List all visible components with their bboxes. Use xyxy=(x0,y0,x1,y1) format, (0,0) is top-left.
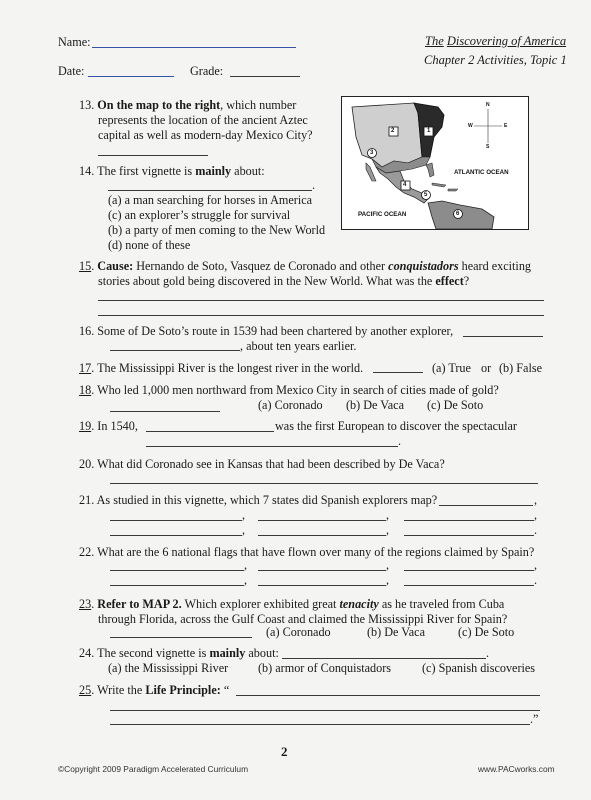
q23-option-a[interactable]: (a) Coronado xyxy=(266,625,331,639)
q15-answer-line-1[interactable] xyxy=(98,300,544,301)
atlantic-ocean-label: ATLANTIC OCEAN xyxy=(454,169,509,176)
q23-text2: as he traveled from Cuba xyxy=(381,597,505,611)
q21-state-6[interactable] xyxy=(258,535,386,536)
compass-rose xyxy=(474,109,502,143)
q17-option-true[interactable]: (a) True xyxy=(432,361,471,375)
compass-s: S xyxy=(486,144,490,150)
q21-comma: , xyxy=(242,523,246,537)
q25-bold: Life Principle: xyxy=(145,683,221,697)
copyright: ©Copyright 2009 Paradigm Accelerated Curriculum xyxy=(58,764,249,774)
date-field[interactable] xyxy=(88,76,174,77)
book-title xyxy=(425,34,566,49)
q14-text-pre: The first vignette is xyxy=(97,164,193,178)
q22-comma: , xyxy=(244,573,248,587)
q15-text1: Hernando de Soto, Vasquez de Coronado and other xyxy=(136,259,386,273)
q24-option-c[interactable]: (c) Spanish discoveries xyxy=(422,661,536,675)
q14-option-c[interactable]: (c) an explorer’s struggle for survival xyxy=(108,208,291,222)
q14-option-a[interactable]: (a) a man searching for horses in America xyxy=(108,193,313,207)
q18-number: 18 xyxy=(79,383,92,397)
americas-map xyxy=(341,96,529,230)
q17-question: 17. The Mississippi River is the longest river in the world. xyxy=(79,361,364,375)
grade-field[interactable] xyxy=(230,76,300,77)
q20-answer-line[interactable] xyxy=(110,483,538,484)
compass-e: E xyxy=(504,123,508,129)
q19-text1: In 1540, xyxy=(97,419,138,433)
q21-state-5[interactable] xyxy=(110,535,242,536)
q14-text-post: about: xyxy=(234,164,265,178)
q15-cause: Cause: xyxy=(97,259,134,273)
q15-line1: 15. Cause: Hernando de Soto, Vasquez de Coronado and other conquistadors heard exciting xyxy=(79,259,532,273)
q16-line1 xyxy=(79,324,453,339)
q18-answer-line[interactable] xyxy=(110,411,220,412)
q22-comma: , xyxy=(244,558,248,572)
map-marker-3: 3 xyxy=(370,150,374,156)
q13-text1: , which number xyxy=(220,98,297,112)
q24-bold: mainly xyxy=(209,646,246,660)
q19-period: . xyxy=(398,434,402,448)
q17-or: or xyxy=(481,361,492,375)
q15-conquistadors: conquistadors xyxy=(388,259,459,273)
compass-n: N xyxy=(486,102,490,108)
website: www.PACworks.com xyxy=(478,764,555,774)
q21-comma: , xyxy=(386,508,390,522)
q22-flag-6[interactable] xyxy=(404,585,534,586)
q15-line2 xyxy=(98,274,469,289)
q24-question xyxy=(79,646,279,661)
q22-flag-4[interactable] xyxy=(110,585,244,586)
q21-state-4[interactable] xyxy=(404,520,534,521)
q19-line1: 19. In 1540, xyxy=(79,419,138,433)
q23-line2: through Florida, across the Gulf Coast and claimed the Mississippi River for Spain? xyxy=(98,612,508,626)
q19-text2: was the first European to discover the spectacular xyxy=(275,419,517,433)
q14-answer-line[interactable] xyxy=(108,190,312,191)
q16-number: 16. xyxy=(79,324,95,338)
q22-flag-5[interactable] xyxy=(258,585,386,586)
q25-question: 25. Write the Life Principle: “ xyxy=(79,683,230,697)
q19-number: 19 xyxy=(79,419,92,433)
q14-option-b[interactable]: (b) a party of men coming to the New World xyxy=(108,223,326,237)
q22-number: 22. xyxy=(79,545,95,559)
q13-number: 13. xyxy=(79,98,95,112)
q22-flag-3[interactable] xyxy=(404,570,534,571)
q18-text: Who led 1,000 men northward from Mexico City in search of cities made of gold? xyxy=(97,383,499,397)
q25-answer-line-1[interactable] xyxy=(236,695,540,696)
q16-line2: , about ten years earlier. xyxy=(240,339,357,353)
q15-effect: effect xyxy=(435,274,464,288)
q24-text-post: about: xyxy=(248,646,279,660)
q25-number: 25 xyxy=(79,683,92,697)
q21-state-7[interactable] xyxy=(404,535,534,536)
q25-text: Write the xyxy=(97,683,143,697)
q19-answer-line-2[interactable] xyxy=(146,446,398,447)
q13-answer-line[interactable] xyxy=(98,155,208,156)
q14-question xyxy=(79,164,265,179)
q22-period: . xyxy=(534,573,538,587)
q22-flag-2[interactable] xyxy=(258,570,386,571)
q20-number: 20. xyxy=(79,457,95,471)
name-field[interactable] xyxy=(92,47,296,48)
q24-period: . xyxy=(486,646,490,660)
q15-text4: ? xyxy=(463,274,470,288)
q22-comma: , xyxy=(386,573,390,587)
map-marker-5: 5 xyxy=(424,192,428,198)
q19-answer-line-1[interactable] xyxy=(146,431,274,432)
q15-answer-line-2[interactable] xyxy=(98,315,544,316)
q15-number: 15 xyxy=(79,259,92,273)
q25-answer-line-3[interactable] xyxy=(110,724,530,725)
q14-bold: mainly xyxy=(195,164,232,178)
q22-text: What are the 6 national flags that have flown over many of the regions claimed by Spain? xyxy=(97,545,535,559)
page-number: 2 xyxy=(281,744,288,759)
q21-number: 21. xyxy=(79,493,95,507)
q13-bold: On the map to the right xyxy=(97,98,221,112)
q23-bold: Refer to MAP 2. xyxy=(97,597,182,611)
q21-state-1[interactable] xyxy=(439,505,533,506)
q21-state-2[interactable] xyxy=(110,520,242,521)
q23-option-b[interactable]: (b) De Vaca xyxy=(367,625,425,639)
q18-option-c[interactable]: (c) De Soto xyxy=(427,398,484,412)
q21-text: As studied in this vignette, which 7 states did Spanish explorers map? xyxy=(96,493,438,507)
q17-answer-line[interactable] xyxy=(373,372,423,373)
q23-number: 23 xyxy=(79,597,92,611)
q13-line3: capital as well as modern-day Mexico City? xyxy=(98,128,313,142)
date-label: Date: xyxy=(58,64,85,78)
q14-period: . xyxy=(312,178,316,192)
q21-comma: , xyxy=(242,508,246,522)
q22-question xyxy=(79,545,534,560)
map-marker-2: 2 xyxy=(391,128,395,134)
q20-text: What did Coronado see in Kansas that had been described by De Vaca? xyxy=(97,457,445,471)
q23-tenacity: tenacity xyxy=(339,597,379,611)
grade-label: Grade: xyxy=(190,64,224,78)
q16-answer-line-2[interactable] xyxy=(110,350,240,351)
q24-number: 24. xyxy=(79,646,95,660)
q23-text1: Which explorer exhibited great xyxy=(184,597,337,611)
q14-option-d[interactable]: (d) none of these xyxy=(108,238,191,252)
q17-text: The Mississippi River is the longest river in the world. xyxy=(97,361,364,375)
q22-comma: , xyxy=(386,558,390,572)
q21-comma: , xyxy=(386,523,390,537)
q25-open-quote: “ xyxy=(223,683,230,697)
book-title-main: Discovering of America xyxy=(446,34,567,48)
q22-comma: , xyxy=(534,558,538,572)
q23-answer-line[interactable] xyxy=(110,637,252,638)
q16-answer-line-1[interactable] xyxy=(463,336,543,337)
q24-text-pre: The second vignette is xyxy=(97,646,207,660)
q23-option-c[interactable]: (c) De Soto xyxy=(458,625,515,639)
q24-option-b[interactable]: (b) armor of Conquistadors xyxy=(258,661,392,675)
q18-option-b[interactable]: (b) De Vaca xyxy=(346,398,404,412)
q21-state-3[interactable] xyxy=(258,520,386,521)
q23-line1: 23. Refer to MAP 2. Which explorer exhibited great tenacity as he traveled from Cuba xyxy=(79,597,505,611)
q21-comma: , xyxy=(534,493,538,507)
q21-period: . xyxy=(534,523,538,537)
q25-close-quote: .” xyxy=(530,712,539,726)
q24-option-a[interactable]: (a) the Mississippi River xyxy=(108,661,229,675)
q15-text2: heard exciting xyxy=(461,259,532,273)
q18-question: 18. Who led 1,000 men northward from Mexico City in search of cities made of gold? xyxy=(79,383,499,397)
q13-line1 xyxy=(79,98,296,113)
q20-question xyxy=(79,457,445,472)
q18-option-a[interactable]: (a) Coronado xyxy=(258,398,323,412)
map-marker-1: 1 xyxy=(427,128,431,134)
q24-answer-line[interactable] xyxy=(282,658,486,659)
name-label: Name: xyxy=(58,35,91,49)
q25-answer-line-2[interactable] xyxy=(110,710,540,711)
map-marker-6: 6 xyxy=(456,211,460,217)
q15-text3: stories about gold being discovered in the New World. What was the xyxy=(98,274,433,288)
q16-text1: Some of De Soto’s route in 1539 had been chartered by another explorer, xyxy=(97,324,454,338)
compass-w: W xyxy=(468,123,473,129)
q13-line2: represents the location of the ancient Aztec xyxy=(98,113,308,127)
q17-number: 17 xyxy=(79,361,92,375)
q21-comma: , xyxy=(534,508,538,522)
q21-question xyxy=(79,493,437,508)
q22-flag-1[interactable] xyxy=(110,570,244,571)
q14-number: 14. xyxy=(79,164,95,178)
map-drawing xyxy=(342,97,528,229)
book-title-the: The xyxy=(425,34,444,48)
pacific-ocean-label: PACIFIC OCEAN xyxy=(358,211,407,218)
q17-option-false[interactable]: (b) False xyxy=(499,361,542,375)
map-marker-4: 4 xyxy=(403,182,407,188)
book-subtitle: Chapter 2 Activities, Topic 1 xyxy=(424,53,567,67)
